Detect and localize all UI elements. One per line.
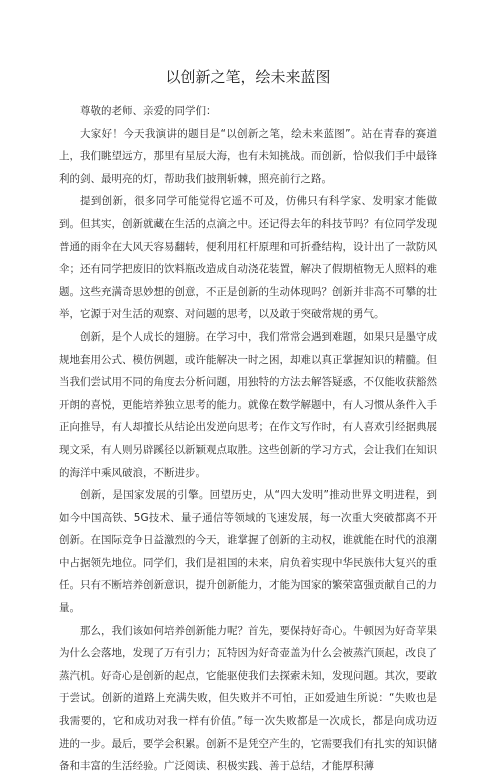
paragraph: 大家好！今天我演讲的题目是“以创新之笔，绘未来蓝图”。站在青春的赛道上，我们眺望远方，那里有星辰大海，也有未知挑战。而创新，恰似我们手中最锋利的剑、最明亮的灯，帮助我们披荆斩棘，照亮前行之路。 [59,127,437,185]
paragraph: 创新，是个人成长的翅膀。在学习中，我们常常会遇到难题，如果只是墨守成规地套用公式、模仿例题，或许能解决一时之困，却难以真正掌握知识的精髓。但当我们尝试用不同的角度去分析问题，用独特的方法去解答疑惑，不仅能收获豁然开朗的喜悦，更能培养独立思考的能力。就像在数学解题中，有人习惯从条件入手正向推导，有人却擅长从结论出发逆向思考；在作文写作时，有人喜欢引经据典展现文采，有人则另辟蹊径以新颖观点取胜。这些创新的学习方式，会让我们在知识的海洋中乘风破浪，不断进步。 [59,330,437,479]
salutation: 尊敬的老师、亲爱的同学们： [80,105,217,117]
document-body [59,100,437,778]
paragraph: 提到创新，很多同学可能觉得它遥不可及，仿佛只有科学家、发明家才能做到。但其实，创新就藏在生活的点滴之中。还记得去年的科技节吗？有位同学发现普通的雨伞在大风天容易翻转，便利用杠杆原理和可折叠结构，设计出了一款防风伞；还有同学把废旧的饮料瓶改造成自动浇花装置，解决了假期植物无人照料的难题。这些充满奇思妙想的创意，不正是创新的生动体现吗？创新并非高不可攀的壮举，它源于对生活的观察、对问题的思考，以及敢于突破常规的勇气。 [59,195,437,321]
document-title: 以创新之笔，绘未来蓝图 [165,68,331,86]
paragraph: 那么，我们该如何培养创新能力呢？首先，要保持好奇心。牛顿因为好奇苹果为什么会落地，发现了万有引力；瓦特因为好奇壶盖为什么会被蒸汽顶起，改良了蒸汽机。好奇心是创新的起点，它能驱使我们去探索未知，发现问题。其次，要敢于尝试。创新的道路上充满失败，但失败并不可怕，正如爱迪生所说：“失败也是我需要的，它和成功对我一样有价值。”每一次失败都是一次成长，都是向成功迈进的一步。最后，要学会积累。创新不是凭空产生的，它需要我们有扎实的知识储备和丰富的生活经验。广泛阅读、积极实践、善于总结，才能厚积薄 [59,624,437,773]
paragraph: 创新，是国家发展的引擎。回望历史，从“四大发明”推动世界文明进程，到如今中国高铁、5G技术、量子通信等领域的飞速发展，每一次重大突破都离不开创新。在国际竞争日益激烈的今天，谁掌握了创新的主动权，谁就能在时代的浪潮中占据领先地位。同学们，我们是祖国的未来，肩负着实现中华民族伟大复兴的重任。只有不断培养创新意识，提升创新能力，才能为国家的繁荣富强贡献自己的力量。 [59,489,437,615]
